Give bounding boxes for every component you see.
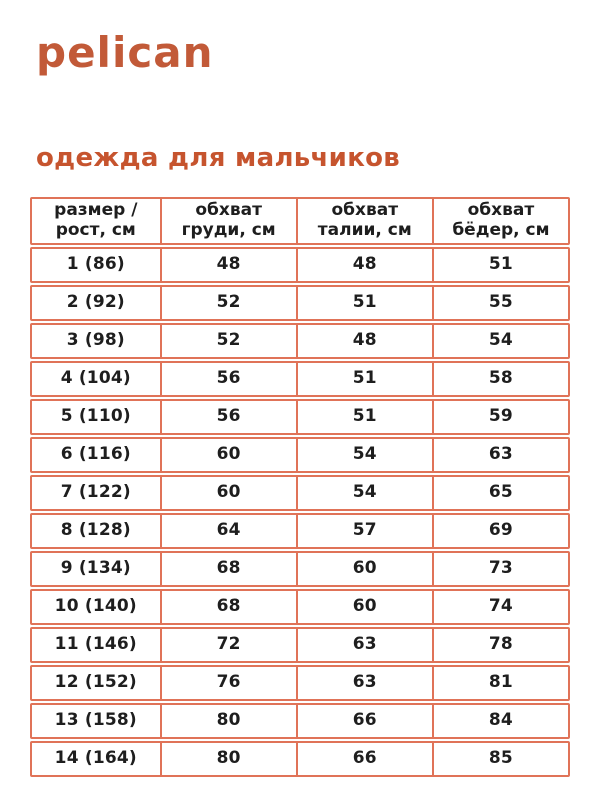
cell-hips: 63 [432, 439, 568, 471]
cell-chest: 72 [160, 629, 296, 661]
cell-waist: 66 [296, 705, 432, 737]
cell-size: 8 (128) [60, 520, 131, 541]
header-line: рост, см [55, 220, 136, 240]
table-row [30, 437, 570, 473]
cell-waist: 63 [296, 629, 432, 661]
table-row [30, 323, 570, 359]
brand-logo: pelican [36, 28, 214, 77]
cell-waist: 48 [296, 325, 432, 357]
table-row [30, 399, 570, 435]
cell-size: 9 (134) [60, 558, 131, 579]
cell-chest: 60 [160, 439, 296, 471]
cell-hips: 54 [432, 325, 568, 357]
cell-size: 4 (104) [60, 368, 131, 389]
cell-waist: 54 [296, 477, 432, 509]
cell-hips: 59 [432, 401, 568, 433]
cell-waist: 60 [296, 591, 432, 623]
table-row [30, 741, 570, 777]
header-line: обхват [467, 200, 535, 221]
cell-hips: 55 [432, 287, 568, 319]
cell-size: 1 (86) [66, 254, 125, 275]
cell-waist: 54 [296, 439, 432, 471]
table-row [30, 551, 570, 587]
header-cell-chest [160, 199, 296, 243]
cell-size: 7 (122) [60, 482, 131, 503]
cell-waist: 51 [296, 401, 432, 433]
cell-chest: 80 [160, 743, 296, 775]
table-row [30, 627, 570, 663]
header-cell-waist [296, 199, 432, 243]
cell-size: 13 (158) [54, 710, 137, 731]
table-header-row [30, 197, 570, 245]
cell-chest: 48 [160, 249, 296, 281]
table-row [30, 513, 570, 549]
page-title: одежда для мальчиков [36, 143, 401, 173]
cell-hips: 84 [432, 705, 568, 737]
cell-size: 6 (116) [60, 444, 131, 465]
cell-hips: 69 [432, 515, 568, 547]
cell-hips: 58 [432, 363, 568, 395]
table-row [30, 475, 570, 511]
cell-chest: 68 [160, 553, 296, 585]
table-row [30, 285, 570, 321]
cell-size: 10 (140) [54, 596, 137, 617]
cell-size: 14 (164) [54, 748, 137, 769]
table-row [30, 665, 570, 701]
cell-chest: 52 [160, 287, 296, 319]
header-cell-hips [432, 199, 568, 243]
table-row [30, 361, 570, 397]
cell-size: 3 (98) [66, 330, 125, 351]
cell-size: 5 (110) [60, 406, 131, 427]
cell-chest: 80 [160, 705, 296, 737]
cell-hips: 74 [432, 591, 568, 623]
cell-hips: 85 [432, 743, 568, 775]
header-line: обхват [195, 200, 262, 221]
header-line: обхват [331, 200, 399, 221]
cell-chest: 76 [160, 667, 296, 699]
cell-size: 11 (146) [54, 634, 137, 655]
cell-waist: 48 [296, 249, 432, 281]
cell-hips: 65 [432, 477, 568, 509]
cell-hips: 78 [432, 629, 568, 661]
cell-chest: 68 [160, 591, 296, 623]
cell-waist: 60 [296, 553, 432, 585]
cell-size: 12 (152) [54, 672, 137, 693]
cell-chest: 60 [160, 477, 296, 509]
cell-hips: 81 [432, 667, 568, 699]
header-cell-size [32, 199, 160, 243]
size-table [30, 197, 570, 779]
cell-size: 2 (92) [66, 292, 125, 313]
cell-waist: 51 [296, 363, 432, 395]
cell-chest: 56 [160, 363, 296, 395]
cell-waist: 57 [296, 515, 432, 547]
cell-waist: 51 [296, 287, 432, 319]
cell-hips: 51 [432, 249, 568, 281]
table-row [30, 247, 570, 283]
cell-chest: 64 [160, 515, 296, 547]
header-line: размер / [54, 200, 138, 221]
table-row [30, 703, 570, 739]
table-body [30, 247, 570, 777]
cell-waist: 66 [296, 743, 432, 775]
cell-chest: 56 [160, 401, 296, 433]
header-line: талии, см [317, 220, 412, 240]
header-line: бёдер, см [452, 220, 550, 240]
table-row [30, 589, 570, 625]
header-line: груди, см [181, 220, 276, 240]
cell-chest: 52 [160, 325, 296, 357]
cell-waist: 63 [296, 667, 432, 699]
cell-hips: 73 [432, 553, 568, 585]
